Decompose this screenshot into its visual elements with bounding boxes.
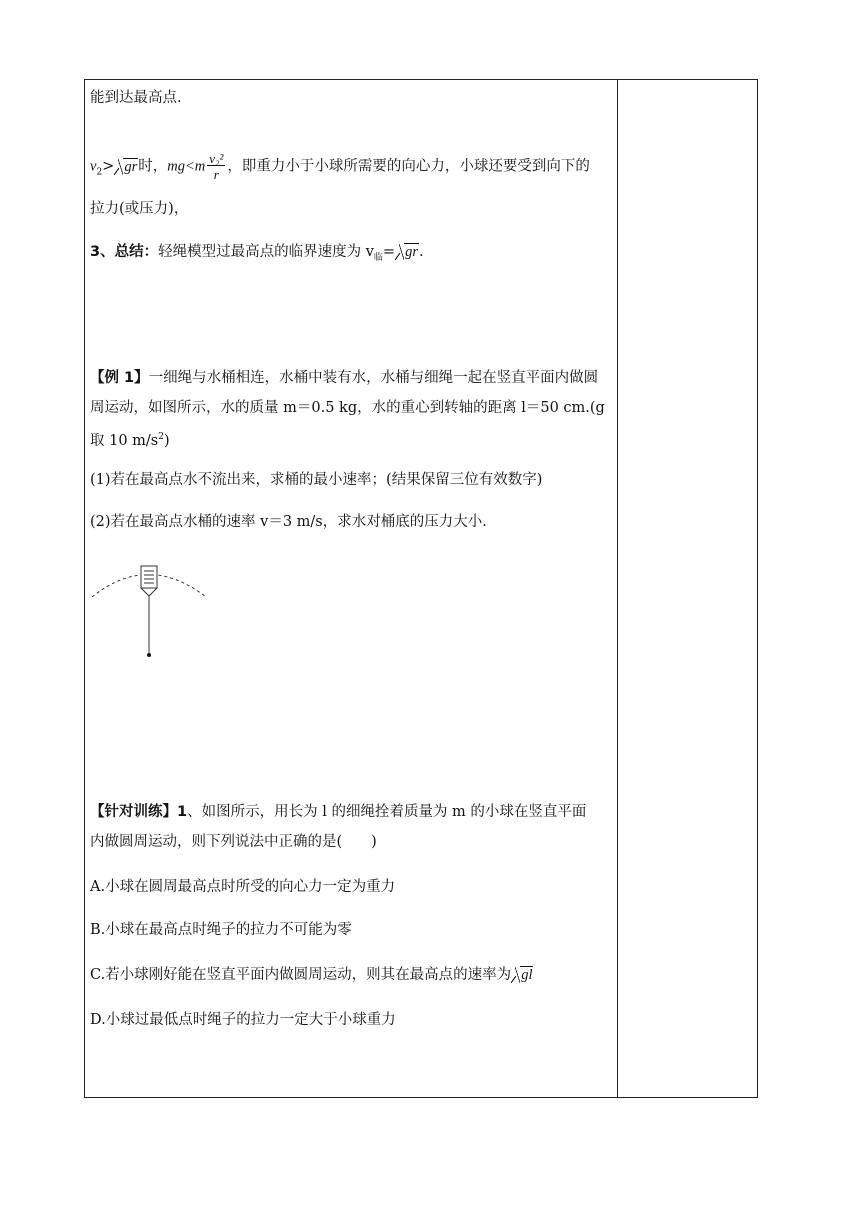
lt-m-symbol: <m xyxy=(184,158,206,175)
fraction-denominator: r xyxy=(213,167,219,182)
option-c-sqrt xyxy=(511,965,533,985)
option-c-text: C.若小球刚好能在竖直平面内做圆周运动，则其在最高点的速率为 xyxy=(90,967,512,983)
training-heading: 【针对训练】1 xyxy=(90,804,188,820)
text-when: 时， xyxy=(138,158,168,175)
sqrt-gr xyxy=(114,157,138,177)
mg-symbol: mg xyxy=(167,158,185,175)
option-d: D.小球过最低点时绳子的拉力一定大于小球重力 xyxy=(90,1012,396,1028)
pivot-point xyxy=(147,653,151,657)
example1-text-3: 取 10 m/s xyxy=(90,432,159,449)
example1-question-2: (2)若在最高点水桶的速率 v＝3 m/s，求水对桶底的压力大小. xyxy=(90,514,487,530)
gt-symbol: > xyxy=(102,158,115,175)
option-a: A.小球在圆周最高点时所受的向心力一定为重力 xyxy=(90,879,396,895)
example1-line-2: 周运动，如图所示，水的质量 m＝0.5 kg，水的重心到转轴的距离 l＝50 cm.(g xyxy=(90,400,605,416)
training-line-2: 内做圆周运动，则下列说法中正确的是( ) xyxy=(90,834,377,850)
sqrt-radicand: gr xyxy=(124,158,138,175)
content-table xyxy=(84,79,758,1098)
example1-paren: ) xyxy=(163,432,170,449)
velocity-symbol: v xyxy=(90,158,97,175)
example1-heading: 【例 1】 xyxy=(90,370,149,386)
summary-line xyxy=(90,242,424,268)
summary-heading: 3、总结： xyxy=(90,244,159,260)
option-c-radicand: gl xyxy=(521,967,533,983)
training-text-1: 、如图所示，用长为 l 的细绳拴着质量为 m 的小球在竖直平面 xyxy=(187,804,587,820)
summary-text: 轻绳模型过最高点的临界速度为 v xyxy=(158,244,374,260)
bucket-handle xyxy=(141,588,157,596)
summary-radicand: gr xyxy=(405,244,418,260)
summary-subscript: 临 xyxy=(373,252,383,263)
training-line-1 xyxy=(90,802,586,822)
option-b: B.小球在最高点时绳子的拉力不可能为零 xyxy=(90,922,352,938)
fraction-numerator: v₂² xyxy=(209,151,224,166)
velocity-subscript: 2 xyxy=(96,167,103,178)
summary-equals: = xyxy=(382,244,396,260)
text-line-3: 拉力(或压力)， xyxy=(90,201,189,217)
summary-sqrt xyxy=(395,242,419,262)
text-line-1: 能到达最高点. xyxy=(90,90,182,106)
example1-line-1 xyxy=(90,368,598,388)
text-line-2 xyxy=(90,152,590,182)
option-c xyxy=(90,965,533,985)
summary-end: . xyxy=(418,244,424,260)
text-line-2-rest: ，即重力小于小球所需要的向心力，小球还要受到向下的 xyxy=(227,158,590,175)
bucket-body xyxy=(141,566,157,588)
example1-line-3 xyxy=(90,427,170,451)
example1-text-1: 一细绳与水桶相连，水桶中装有水，水桶与细绳一起在竖直平面内做圆 xyxy=(148,370,599,386)
bucket-figure xyxy=(90,552,210,662)
example1-question-1: (1)若在最高点水不流出来，求桶的最小速率；(结果保留三位有效数字) xyxy=(90,472,543,488)
fraction-v2-r xyxy=(207,152,225,181)
column-divider xyxy=(617,80,618,1097)
superscript-2: 2 xyxy=(158,432,164,442)
